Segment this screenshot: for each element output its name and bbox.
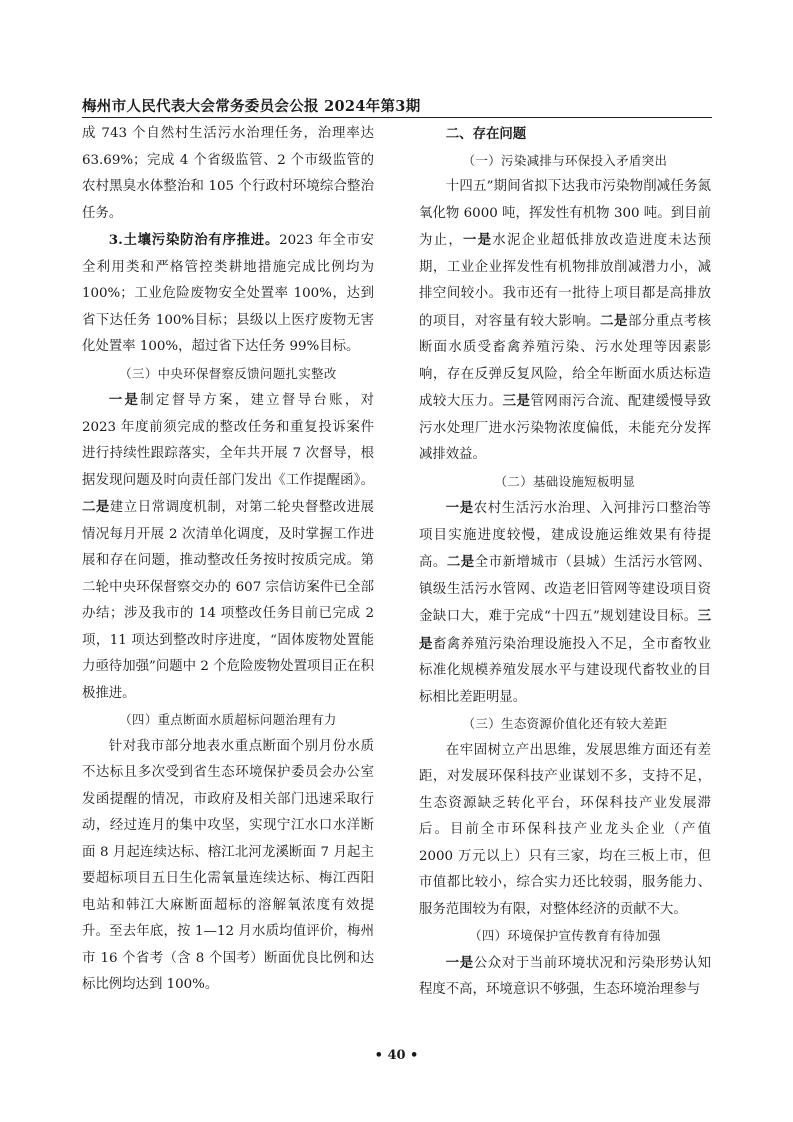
subheading-central-inspection: （三）中央环保督察反馈问题扎实整改 <box>119 365 337 381</box>
subheading-emission-reduction: （一）污染减排与环保投入矛盾突出 <box>462 152 668 168</box>
lead-first: 一是 <box>108 392 141 408</box>
paragraph-emission-reduction <box>419 174 711 469</box>
emission-body-1: 水泥企业超低排放改造进度未达预期，工业企业挥发性有机物排放削减潜力小，减排空间较小。我市还有一批待上项目都是高排放的项目，对容量有较大影响。 <box>419 233 712 329</box>
lead-second: 二是 <box>82 499 110 515</box>
infrastructure-body-3: 畜禽养殖污染治理设施投入不足，全市畜牧业标准化规模养殖发展水平与建设现代畜牧业的目标相比差距明显。 <box>419 636 712 705</box>
soil-heading: 3.土壤污染防治有序推进。 <box>108 232 280 248</box>
subheading-publicity: （四）环境保护宣传教育有待加强 <box>469 928 661 943</box>
subheading-water-quality: （四）重点断面水质超标问题治理有力 <box>119 712 337 727</box>
left-column <box>82 121 374 999</box>
paragraph-rural-sewage: 成 743 个自然村生活污水治理任务，治理率达 63.69%；完成 4 个省级监管、2 个市级监管的农村黑臭水体整治和 105 个行政村环境综合整治任务。 <box>82 126 374 221</box>
subheading-infrastructure: （二）基础设施短板明显 <box>494 473 636 489</box>
lead-second: 二是 <box>446 554 475 570</box>
publicity-body: 公众对于当前环境状况和污染形势认知程度不高，环境意识不够强，生态环境治理参与 <box>419 955 712 997</box>
header-rule <box>82 117 712 118</box>
emission-body-3: 管网雨污合流、配建缓慢导致污水处理厂进水污染物浓度偏低，未能充分发挥减排效益。 <box>419 394 712 462</box>
lead-first: 一是 <box>445 954 474 971</box>
inspection-body-1: 制定督导方案，建立督导台账，对 2023 年度前须完成的整改任务和重复投诉案件进行持续性跟踪落实，全年共开展 7 次督导，根据发现问题及时向责任部门发出《工作提醒函》。 <box>82 393 375 488</box>
infrastructure-body-2: 全市新增城市（县城）生活污水管网、镇级生活污水管网、改造老旧管网等建设项目资金缺口大，难于完成“十四五”规划建设目标。 <box>419 555 712 624</box>
inspection-body-2: 建立日常调度机制，对第二轮央督整改进展情况每月开展 2 次清单化调度，及时掌握工作进展和存在问题，推动整改任务按时按质完成。第二轮中央环保督察交办的 607 宗信访案件已全部办结；涉及我市的 14 项整改任务目前已完成 2 项，11 项达到整改时序进度，“固体废物处置能力亟待加强”问题中 2 个危险废物处置项目正在积极推进。 <box>82 500 375 701</box>
section-heading-problems: 二、存在问题 <box>445 126 527 142</box>
lead-second: 二是 <box>600 312 628 329</box>
lead-first: 一是 <box>463 232 493 248</box>
subheading-eco-value: （三）生态资源价值化还有较大差距 <box>462 716 668 731</box>
lead-third: 三是 <box>502 393 531 409</box>
paragraph-inspection-measures <box>82 387 374 707</box>
paragraph-soil-pollution <box>82 227 374 361</box>
emission-intro: 十四五”期间省拟下达我市污染物削减任务氮氧化物 6000 吨，挥发性有机物 300 吨。到目前为止， <box>419 179 711 248</box>
journal-header: 梅州市人民代表大会常务委员会公报 2024年第3期 <box>82 98 421 115</box>
infrastructure-body-1: 农村生活污水治理、入河排污口整治等项目实施进度较慢，建成设施运维效果有待提高。 <box>419 501 712 570</box>
paragraph-water-quality: 针对我市部分地表水重点断面个别月份水质不达标且多次受到省生态环境保护委员会办公室发函提醒的情况，市政府及相关部门迅速采取行动，经过连月的集中攻坚，实现宁江水口水洋断面 8 月起连续达标、榕江北河龙溪断面 7 月起主要超标项目五日生化需氧量连续达标、梅江西阳电站和韩江大麻断面超标的溶解氧浓度有效提升。至去年底，按 1—12 月水质均值评价，梅州市 16 个省考（含 8 个国考）断面优良比例和达标比例均达到 100%。 <box>82 738 374 992</box>
emission-body-2: 部分重点考核断面水质受畜禽养殖污染、污水处理等因素影响，存在反弹反复风险，给全年断面水质达标造成较大压力。 <box>419 313 712 409</box>
soil-body: 2023 年全市安全利用类和严格管控类耕地措施完成比例均为 100%；工业危险废物安全处置率 100%，达到省下达任务 100%目标；县级以上医疗废物无害化处置率 100%，超过省下达任务 99%目标。 <box>82 233 374 354</box>
paragraph-eco-value: 在牢固树立产出思维，发展思维方面还有差距，对发展环保科技产业谋划不多，支持不足，生态资源缺乏转化平台，环保科技产业发展滞后。目前全市环保科技产业龙头企业（产值 2000 万元以上）只有三家，均在三板上市，但市值都比较小，综合实力还比较弱，服务能力、服务范围较为有限，对整体经济的贡献不大。 <box>419 742 711 917</box>
right-column <box>419 121 711 1004</box>
page-number: • 40 • <box>374 1048 419 1063</box>
paragraph-publicity <box>419 950 711 1004</box>
lead-first: 一是 <box>445 500 474 516</box>
lead-third: 三是 <box>419 608 711 652</box>
paragraph-infrastructure <box>419 495 711 711</box>
